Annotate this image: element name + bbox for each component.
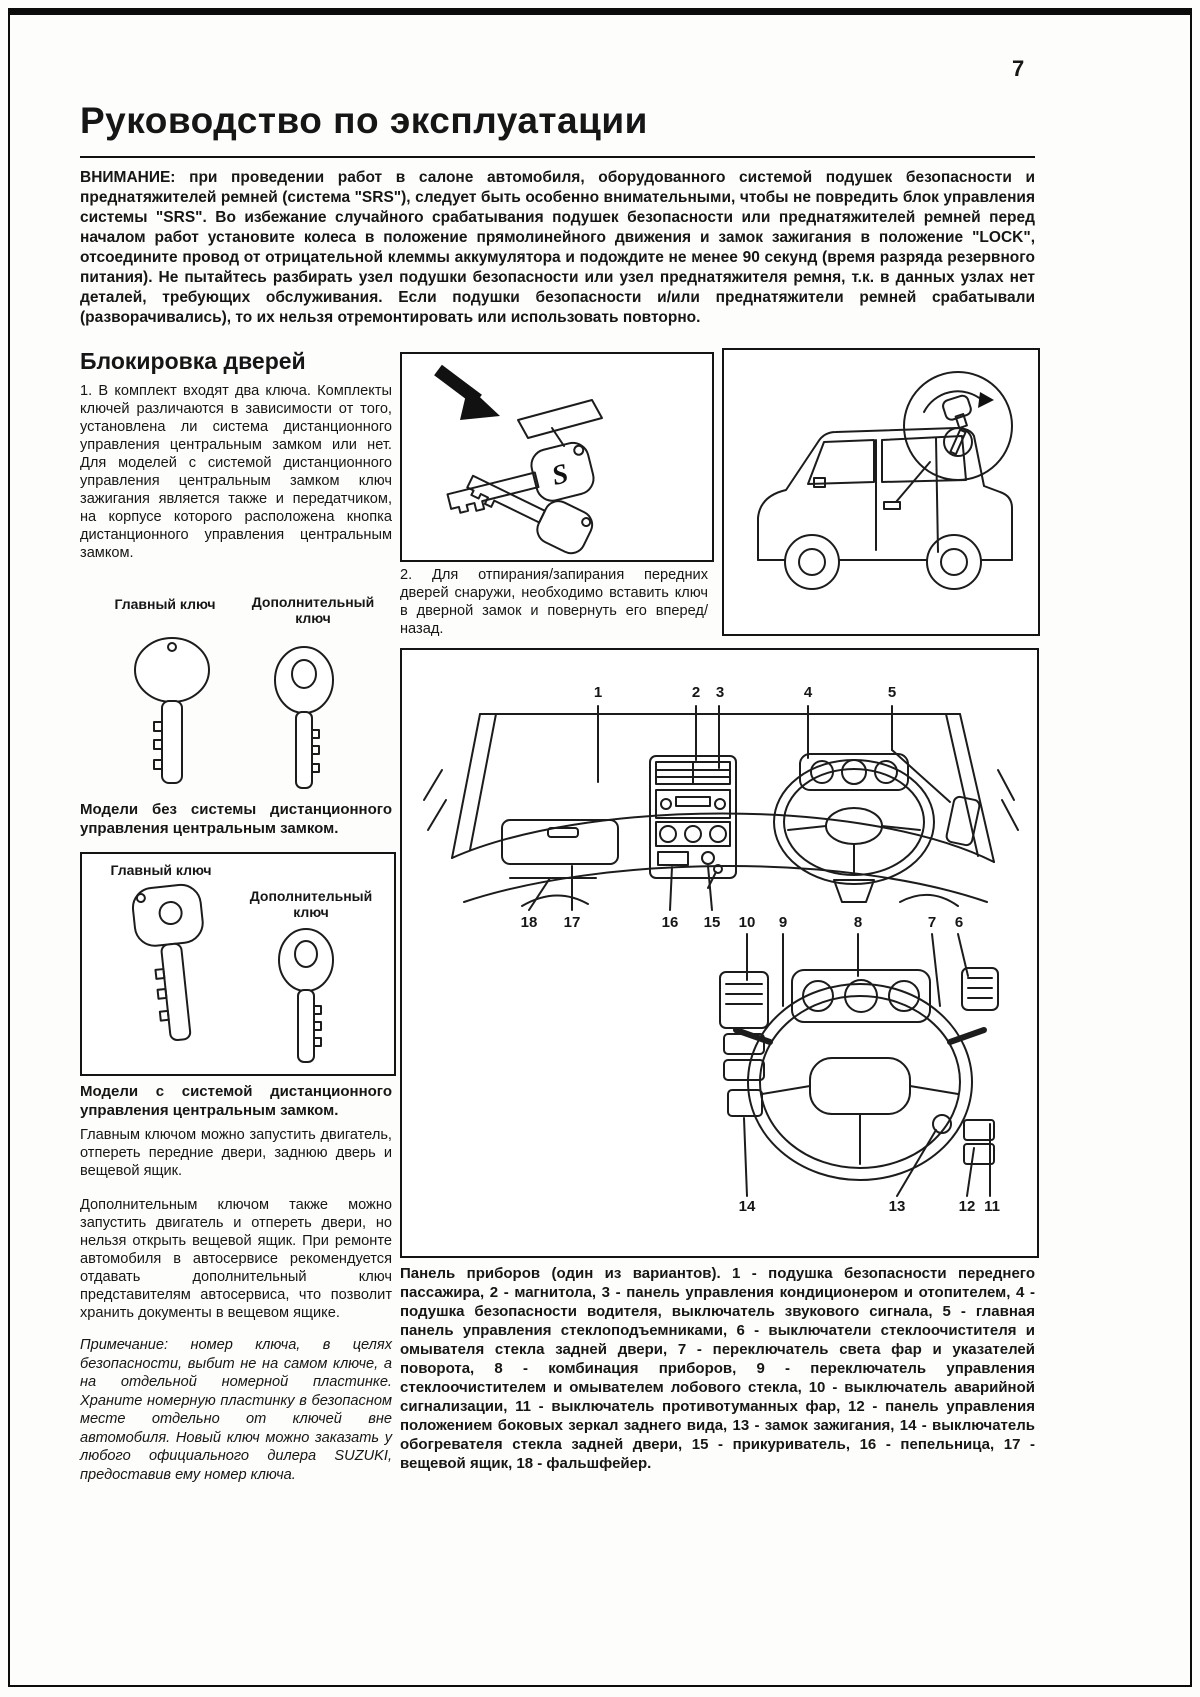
callout-15: 15 [703,914,721,931]
car-drawing [724,350,1034,630]
figure-keys-remote [80,852,396,1076]
main-key-drawing [135,638,209,783]
note-paragraph: Примечание: номер ключа, в целях безопасности, выбит не на самом ключе, а на отдельной номерной пластинке. Храните номерную пластинку в безопасном месте отдельно от ключей вне автомобиля. Новый ключ можно заказать у любого официального дилера SUZUKI, предоставив ему номер ключа. [80,1337,392,1483]
dashboard-panorama [424,714,1018,906]
main-key-drawing [131,883,215,1043]
dashboard-caption: Панель приборов (один из вариантов). 1 - подушка безопасности переднего пассажира, 2 - магнитола, 3 - панель управления кондиционером и отопителем, 4 - подушка безопасности водителя, выключатель звукового сигнала, 5 - главная панель управления стеклоподъемниками, 6 - выключатели стеклоочистителя и омывателя стекла задней двери, 7 - переключатель света фар и указателей поворота, 8 - комбинация приборов, 9 - переключатель управления стеклоочистителем и омывателем лобового стекла, 10 - выключатель аварийной сигнализации, 11 - выключатель противотуманных фар, 12 - панель управления положением боковых зеркал заднего вида, 13 - замок зажигания, 14 - выключатель обогревателя стекла задней двери, 15 - прикуриватель, 16 - пепельница, 17 - вещевой ящик, 18 - фальшфейер. [400,1265,1035,1472]
dashboard-drawing [402,650,1033,1252]
main-key-label: Главный ключ [114,596,216,612]
insert-arrow [438,370,500,420]
callout-6: 6 [954,914,964,931]
callout-3: 3 [715,684,725,701]
callout-lines-bottom [744,934,990,1196]
caption-keys-basic: Модели без системы дистанционного управления центральным замком. [80,801,392,837]
callout-2: 2 [691,684,701,701]
callout-12: 12 [958,1198,976,1215]
callout-13: 13 [888,1198,906,1215]
key-fob-drawing [402,354,708,556]
paragraph-main-key: Главным ключом можно запустить двигатель, отпереть передние двери, заднюю дверь и вещевой ящик. [80,1127,392,1179]
warning-paragraph: ВНИМАНИЕ: при проведении работ в салоне автомобиля, оборудованного системой подушек безопасности и преднатяжителей ремней (система "SRS"), следует быть особенно внимательными, чтобы не повредить блок управления системы "SRS". Во избежание случайного срабатывания подушек безопасности или преднатяжителей ремней перед началом работ установите колеса в положение прямолинейного движения и замок зажигания в положение "LOCK", отсоедините провод от отрицательной клеммы аккумулятора и подождите не менее 90 секунд (время разряда резервного питания). Не пытайтесь разбирать узел подушки безопасности или узел преднатяжителя ремня, т.к. в данных узлах нет деталей, требующих обслуживания. Если подушки безопасности и/или преднатяжители ремней срабатывали (разворачивались), то их нельзя отремонтировать или использовать повторно. [80,169,1035,326]
figure-key-fob [400,352,714,562]
page-title: Руководство по эксплуатации [80,100,648,141]
lock-inset [904,372,1012,480]
callout-17: 17 [563,914,581,931]
page-number: 7 [1012,56,1025,81]
section-heading: Блокировка дверей [80,348,306,374]
extra-key-drawing [279,929,333,1062]
callout-7: 7 [927,914,937,931]
steering-closeup [720,968,998,1180]
extra-key-drawing [275,647,333,788]
callout-8: 8 [853,914,863,931]
figure-dashboard [400,648,1039,1258]
fob-tag [518,400,602,446]
extra-key-label: Дополнительный ключ [251,594,375,626]
callout-18: 18 [520,914,538,931]
keys-remote-drawing [82,854,390,1070]
caption-keys-remote: Модели с системой дистанционного управления центральным замком. [80,1083,392,1119]
paragraph-1: 1. В комплект входят два ключа. Комплекты ключей различаются в зависимости от того, установлена ли система дистанционного управления центральным замком или нет. Для моделей с системой дистанционного управления центральным замком ключ зажигания является также и передатчиком, на корпусе которого расположена кнопка дистанционного управления центральным замком. [80,383,392,561]
callout-16: 16 [661,914,679,931]
keys-basic-drawing [80,630,388,790]
callout-9: 9 [778,914,788,931]
title-rule [80,156,1035,158]
callout-10: 10 [738,914,756,931]
caption-step-2: 2. Для отпирания/запирания передних дверей снаружи, необходимо вставить ключ в дверной замок и повернуть его вперед/назад. [400,567,708,637]
paragraph-extra-key: Дополнительным ключом также можно запустить двигатель и отпереть двери, но нельзя открыть вещевой ящик. При ремонте автомобиля в автосервисе рекомендуется отдавать дополнительный ключ представителям автосервиса, что позволит хранить документы в вещевом ящике. [80,1197,392,1321]
callout-14: 14 [738,1198,756,1215]
extra-key-label: Дополнительный ключ [249,888,373,920]
callout-5: 5 [887,684,897,701]
figure-keys-basic [80,594,392,792]
callout-4: 4 [803,684,813,701]
callout-1: 1 [593,684,603,701]
callout-11: 11 [984,1198,1000,1215]
figure-car-doorlock [722,348,1040,636]
main-key-label: Главный ключ [110,862,212,878]
suzuki-logo: S [548,458,572,492]
